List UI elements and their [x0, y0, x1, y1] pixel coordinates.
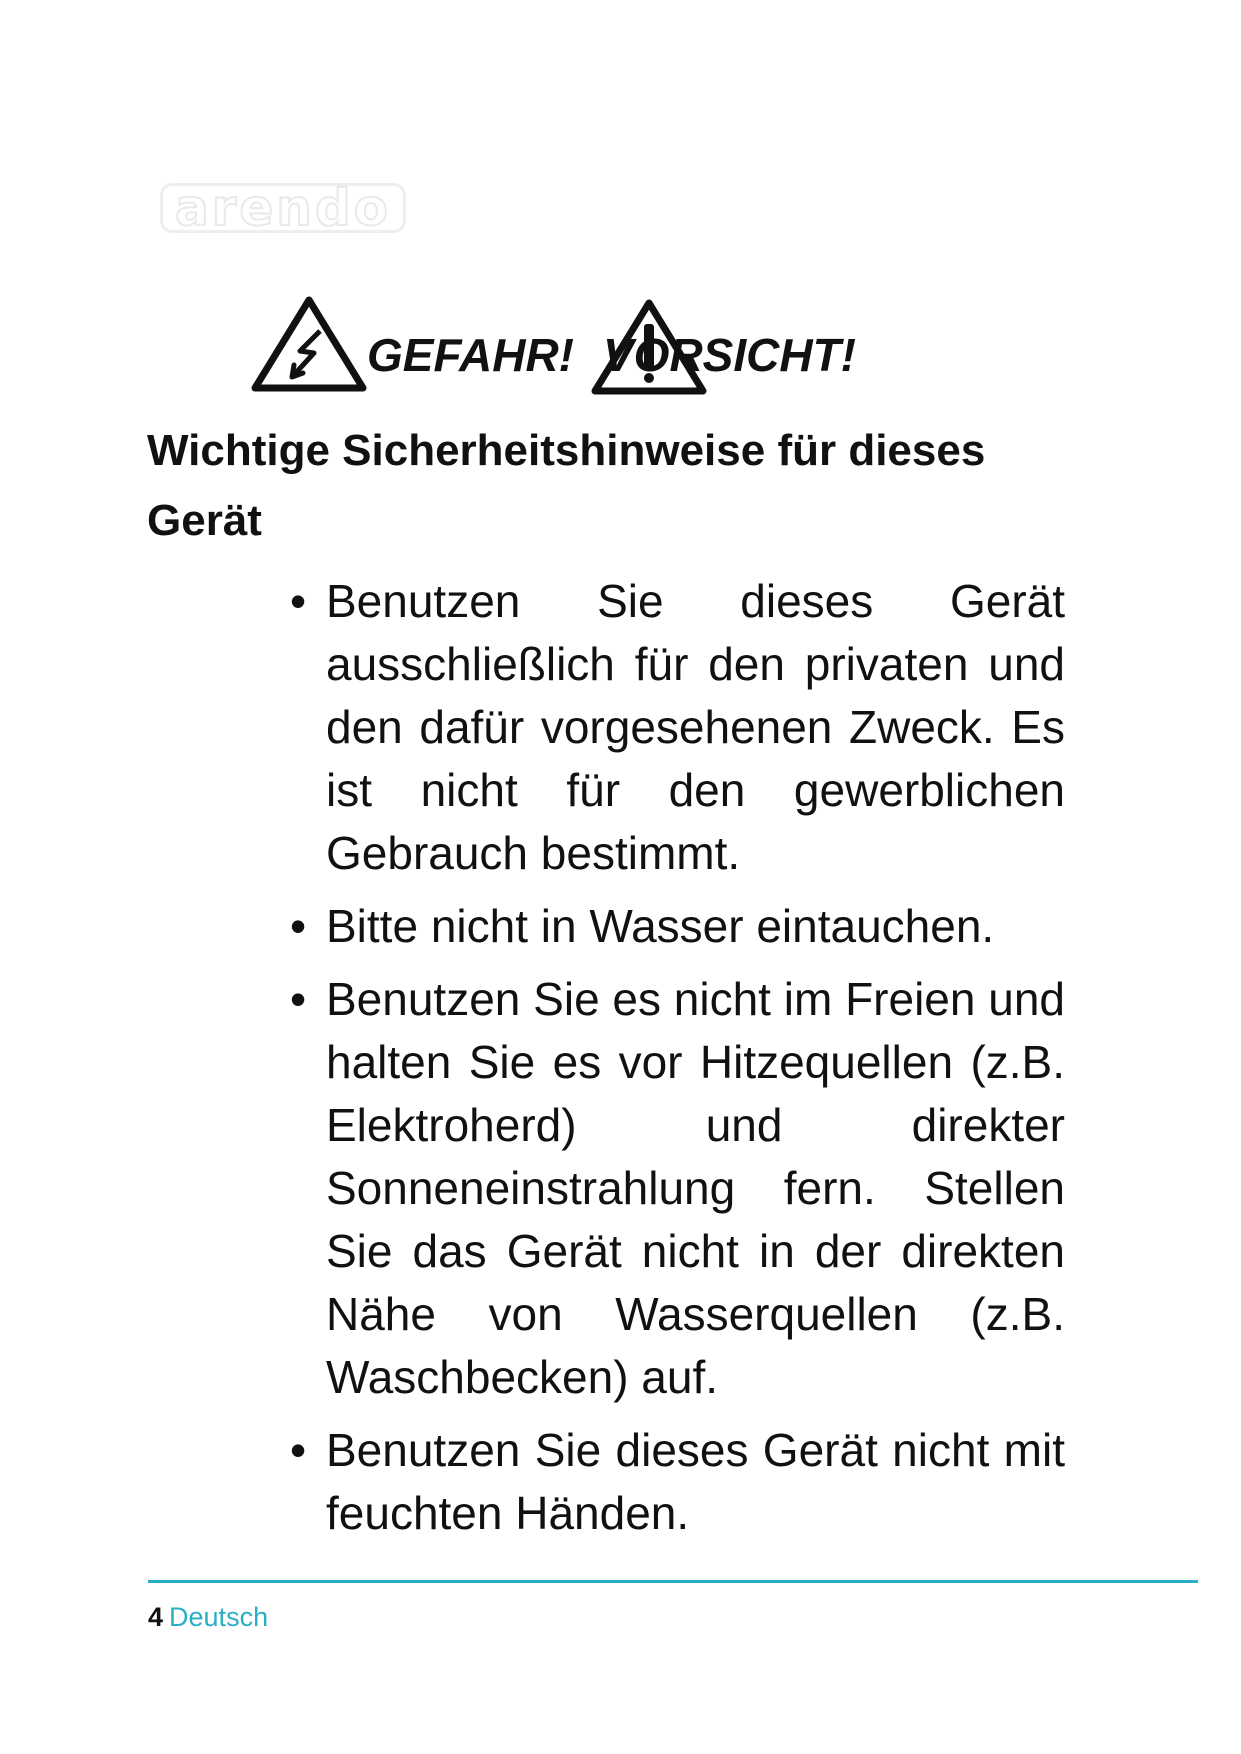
- page-footer: [148, 1600, 268, 1634]
- page-number: 4: [148, 1602, 164, 1632]
- footer-divider: [148, 1580, 1198, 1583]
- lightning-warning-icon: [250, 295, 368, 393]
- warning-row: [250, 290, 950, 400]
- danger-label: GEFAHR!: [367, 329, 574, 381]
- list-item: • Benutzen Sie dieses Gerät nicht mit feuchten Händen.: [290, 1419, 1065, 1545]
- list-item: • Benutzen Sie es nicht im Freien und halten Sie es vor Hitzequellen (z.B. Elektroherd) und direkter Sonneneinstrahlung fern. Stellen Sie das Gerät nicht in der direkten Nähe von Wasserquellen (z.B. Waschbecken) auf.: [290, 968, 1065, 1409]
- page-title: Wichtige Sicherheitshinweise für dieses Gerät: [147, 426, 986, 545]
- brand-logo: arendo: [160, 183, 406, 233]
- safety-rules-list: [290, 570, 1065, 1555]
- list-item: • Benutzen Sie dieses Gerät ausschließlich für den privaten und den dafür vorgesehenen Zweck. Es ist nicht für den gewerblichen Gebrauch bestimmt.: [290, 570, 1065, 885]
- language-label: Deutsch: [169, 1602, 269, 1632]
- caution-label: VORSICHT!: [603, 329, 856, 381]
- list-item: • Bitte nicht in Wasser eintauchen.: [290, 895, 1065, 958]
